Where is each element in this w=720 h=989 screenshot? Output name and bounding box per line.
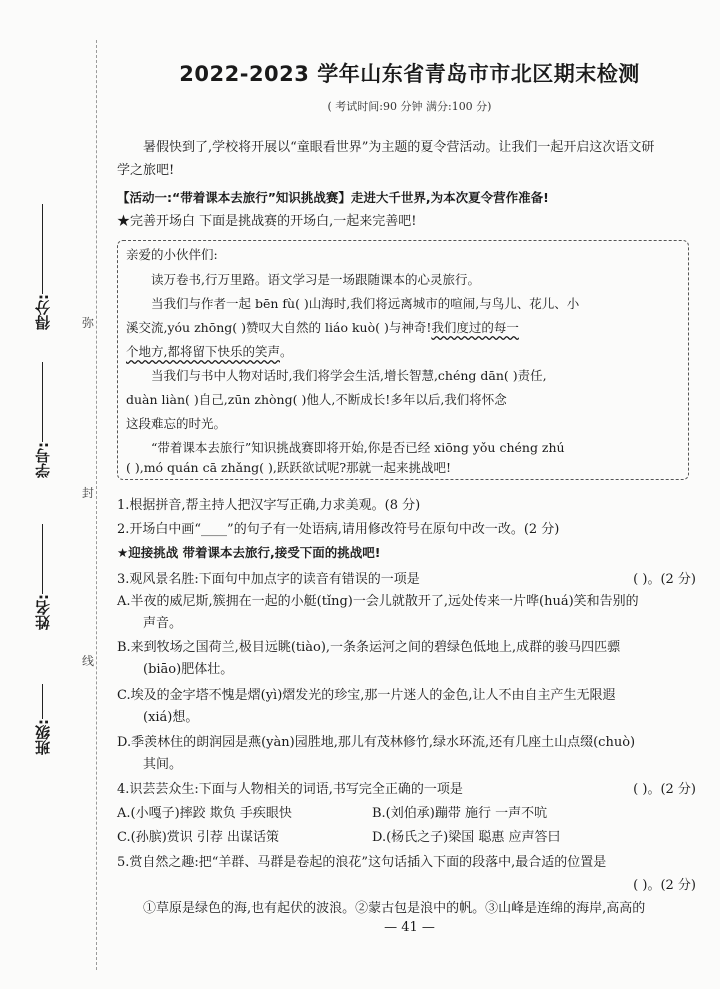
q3-option-b-cont: (biāo)肥体壮。 [143, 662, 234, 677]
faulty-sentence-part2: 个地方,都将留下快乐的笑声 [126, 344, 280, 359]
opening-speech-box [117, 240, 689, 480]
q4-option-d: D.(杨氏之子)梁国 聪惠 应声答曰 [372, 830, 561, 845]
binding-dashed-line [96, 40, 97, 970]
q4-option-b: B.(刘伯承)蹦带 施行 一声不吭 [372, 806, 548, 821]
opening-line: 个地方,都将留下快乐的笑声。 [126, 344, 293, 359]
q4-answer-blank[interactable]: ( )。(2 分) [633, 782, 696, 797]
question-2: 2.开场白中画“____”的句子有一处语病,请用修改符号在原句中改一改。(2 分) [117, 522, 560, 537]
score-write-line[interactable] [42, 204, 43, 294]
page-number: — 41 — [384, 920, 435, 935]
q3-option-c: C.埃及的金字塔不愧是熠(yì)熠发光的珍宝,那一片迷人的金色,让人不由自主产生无限遐 [117, 688, 616, 703]
exam-subtitle: ( 考试时间:90 分钟 满分:100 分) [327, 100, 492, 113]
class-label: 班级: [33, 719, 52, 755]
q3-option-d-cont: 其间。 [143, 757, 183, 772]
opening-line: 这段难忘的时光。 [126, 416, 227, 431]
q5-answer-blank[interactable]: ( )。(2 分) [633, 878, 696, 893]
question-1: 1.根据拼音,帮主持人把汉字写正确,力求美观。(8 分) [117, 498, 421, 513]
faulty-sentence-part1: 我们度过的每一 [431, 320, 519, 335]
challenge-heading: ★迎接挑战 带着课本去旅行,接受下面的挑战吧! [117, 545, 381, 560]
seal-char-xian: 线 [82, 650, 94, 671]
intro-line-1: 暑假快到了,学校将开展以“童眼看世界”为主题的夏令营活动。让我们一起开启这次语文研 [143, 140, 655, 155]
opening-line: “带着课本去旅行”知识挑战赛即将开始,你是否已经 xiōng yǒu chéng zhú [151, 440, 565, 455]
name-label: 姓名: [33, 594, 52, 630]
q3-answer-blank[interactable]: ( )。(2 分) [633, 572, 696, 587]
student-id-field [28, 358, 56, 478]
name-field [28, 520, 56, 630]
opening-line: 溪交流,yóu zhōng( )赞叹大自然的 liáo kuò( )与神奇!我们度过的每一 [126, 320, 519, 335]
q3-option-d: D.季羡林住的朗润园是燕(yàn)园胜地,那儿有茂林修竹,绿水环流,还有几座土山点缀(chuò) [117, 735, 636, 750]
class-field [28, 680, 56, 755]
opening-line: ( ),mó quán cā zhǎng( ),跃跃欲试呢?那就一起来挑战吧! [126, 460, 452, 475]
q4-option-a: A.(小嘎子)摔跤 欺负 手疾眼快 [117, 806, 292, 821]
q3-option-a-cont: 声音。 [143, 616, 183, 631]
exam-title: 2022-2023 学年山东省青岛市市北区期末检测 [179, 62, 640, 86]
activity1-heading: 【活动一:“带着课本去旅行”知识挑战赛】走进大千世界,为本次夏令营作准备! [117, 190, 549, 205]
score-label: 得分: [33, 294, 52, 330]
name-write-line[interactable] [42, 524, 43, 594]
question-3: 3.观风景名胜:下面句中加点字的读音有错误的一项是 ( )。(2 分) [117, 568, 702, 587]
q3-option-a: A.半夜的威尼斯,簇拥在一起的小艇(tǐng)一会儿就散开了,远处传来一片哗(huá)笑和告别的 [117, 594, 639, 609]
score-field [28, 200, 56, 330]
opening-line: duàn liàn( )自己,zūn zhòng( )他人,不断成长!多年以后,我们将怀念 [126, 392, 507, 407]
q3-option-b: B.来到牧场之国荷兰,极目远眺(tiào),一条条运河之间的碧绿色低地上,成群的骏马四匹骠 [117, 640, 621, 655]
opening-line: 亲爱的小伙伴们: [126, 247, 218, 262]
class-write-line[interactable] [42, 684, 43, 719]
intro-line-2: 学之旅吧! [117, 163, 175, 178]
q4-option-c: C.(孙膑)赏识 引荐 出谋话策 [117, 830, 280, 845]
opening-line: 读万卷书,行万里路。语文学习是一场跟随课本的心灵旅行。 [151, 272, 480, 287]
question-5: 5.赏自然之趣:把“羊群、马群是卷起的浪花”这句话插入下面的段落中,最合适的位置是 [117, 855, 607, 870]
seal-char-feng: 封 [82, 482, 94, 503]
q3-option-c-cont: (xiá)想。 [143, 710, 199, 725]
question-4: 4.识芸芸众生:下面与人物相关的词语,书写完全正确的一项是 ( )。(2 分) [117, 778, 702, 797]
seal-char-mi: 弥 [82, 312, 94, 333]
opening-line: 当我们与书中人物对话时,我们将学会生活,增长智慧,chéng dān( )责任, [151, 368, 547, 383]
opening-line: 当我们与作者一起 bēn fù( )山海时,我们将远离城市的喧闹,与鸟儿、花儿、小 [151, 296, 580, 311]
student-id-label: 学号: [33, 442, 52, 478]
activity1-subheading: ★完善开场白 下面是挑战赛的开场白,一起来完善吧! [117, 214, 417, 229]
student-id-write-line[interactable] [42, 362, 43, 442]
q5-passage: ①草原是绿色的海,也有起伏的波浪。②蒙古包是浪中的帆。③山峰是连绵的海岸,高高的 [143, 901, 646, 916]
